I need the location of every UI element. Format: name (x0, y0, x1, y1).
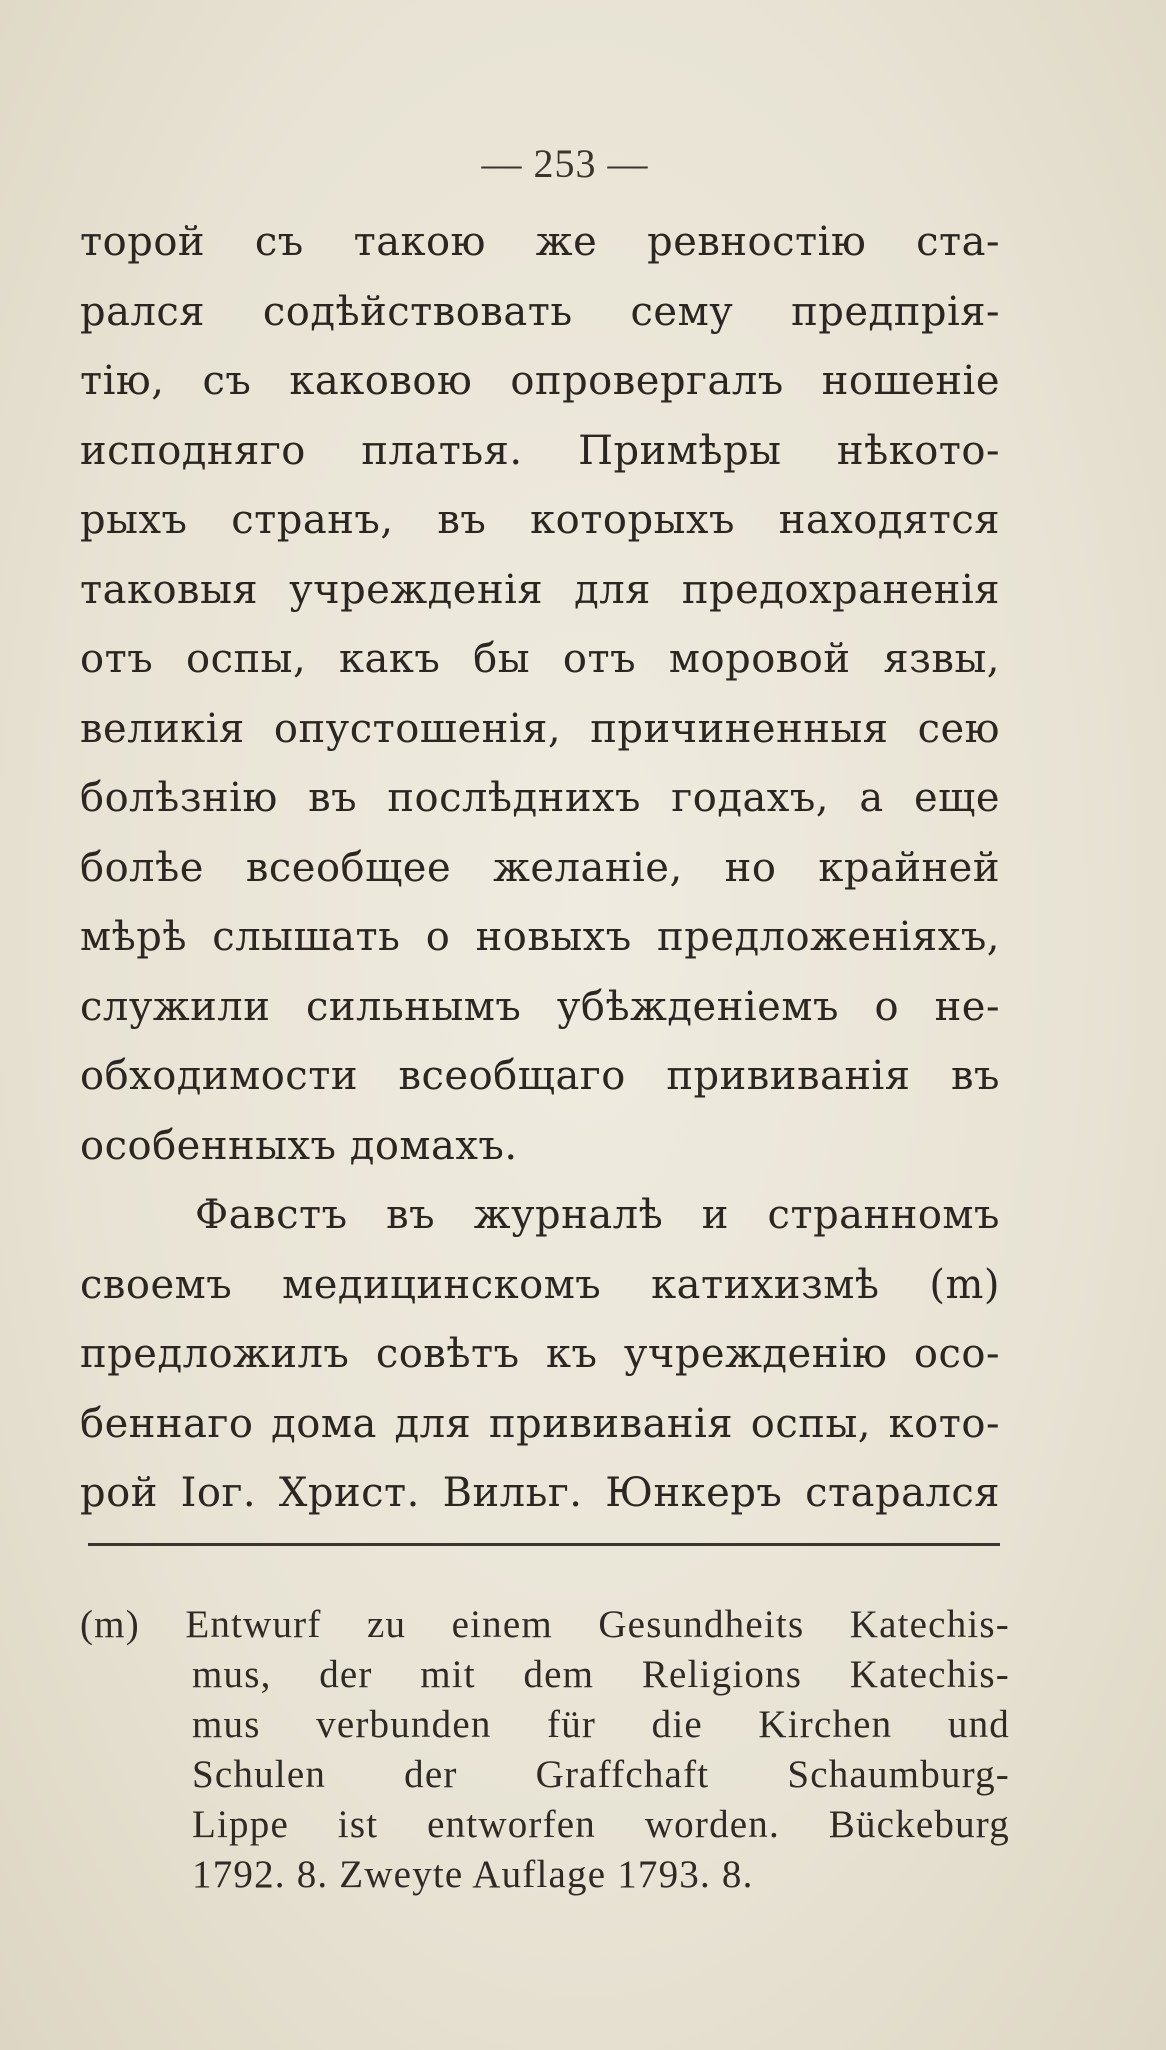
text-line: предложилъ совѣтъ къ учрежденію осо- (80, 1331, 1000, 1377)
footnote-line: Lippe ist entworfen worden. Bückeburg (192, 1803, 1010, 1846)
text-line: рой Іог. Христ. Вильг. Юнкеръ старался (80, 1470, 1000, 1516)
text-line: великія опустошенія, причиненныя сею (80, 705, 1000, 752)
text-line: тію, съ каковою опровергалъ ношеніе (80, 358, 1000, 404)
text-line: болѣе всеобщее желаніе, но крайней (80, 844, 1000, 891)
text-line: служили сильнымъ убѣжденіемъ о не- (80, 983, 1000, 1030)
footnote-line: mus verbunden für die Kirchen und (192, 1703, 1010, 1746)
text-line: особенныхъ домахъ. (80, 1122, 518, 1169)
text-line: отъ оспы, какъ бы отъ моровой язвы, (80, 636, 1000, 682)
text-line: таковыя учрежденія для предохраненія (80, 566, 1000, 613)
text-line: исподняго платья. Примѣры нѣкото- (80, 427, 1000, 474)
text-line: беннаго дома для прививанія оспы, кото- (80, 1400, 1000, 1447)
footnote-line: mus, der mit dem Religions Katechis- (192, 1653, 1010, 1696)
text-line: рыхъ странъ, въ которыхъ находятся (80, 497, 1000, 543)
footnote (80, 1600, 1010, 1900)
text-line: своемъ медицинскомъ катихизмѣ (m) (80, 1261, 1000, 1308)
text-line: мѣрѣ слышать о новыхъ предложеніяхъ, (80, 914, 1000, 960)
footnote-line: (m) Entwurf zu einem Gesundheits Katechis- (80, 1603, 1010, 1646)
footnote-line: 1792. 8. Zweyte Auflage 1793. 8. (192, 1853, 754, 1896)
main-text (80, 208, 1000, 1529)
paragraph-start-line: Фавстъ въ журналѣ и странномъ (195, 1192, 1000, 1238)
text-line: обходимости всеобщаго прививанія въ (80, 1053, 1000, 1099)
text-line: болѣзнію въ послѣднихъ годахъ, а еще (80, 775, 1000, 821)
footnote-line: Schulen der Graffchaft Schaumburg- (192, 1753, 1010, 1796)
page-number: — 253 — (481, 141, 649, 186)
text-line: торой съ такою же ревностію ста- (80, 219, 1000, 265)
footnote-divider (88, 1543, 1000, 1546)
text-line: рался содѣйствовать сему предпрія- (80, 288, 1000, 335)
